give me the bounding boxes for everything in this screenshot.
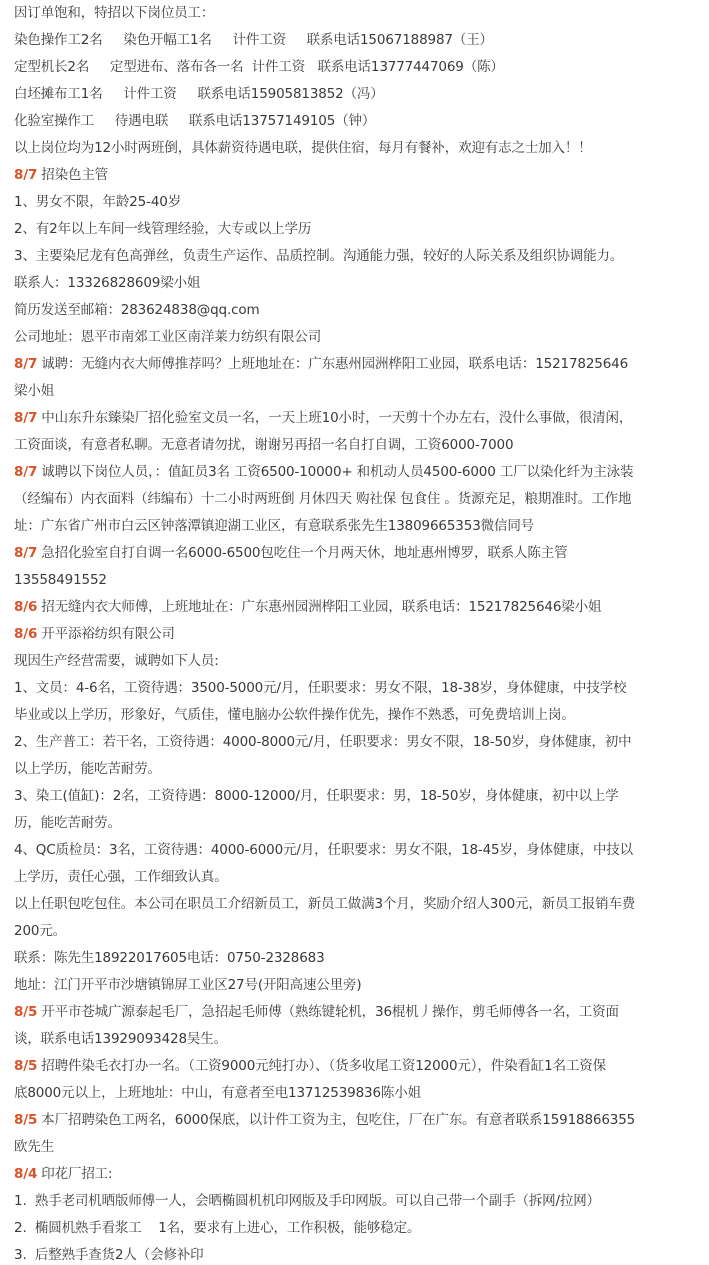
posting-text-line — [14, 432, 695, 459]
line-text: 招聘件染毛衣打办一名。（工资9000元纯打办）、（货多收尾工资12000元），件染看缸1名工资保 — [41, 1058, 606, 1074]
dated-posting-line — [14, 351, 695, 378]
line-text: 联系人：13326828609梁小姐 — [14, 275, 201, 291]
posting-text-line — [14, 1026, 695, 1053]
posting-text-line — [14, 972, 695, 999]
line-text: 毕业或以上学历，形象好，气质佳，懂电脑办公软件操作优先，操作不熟悉，可免费培训上岗。 — [14, 707, 575, 723]
line-text: 中山东升东臻染厂招化验室文员一名，一天上班10小时，一天剪十个办左右，没什么事做，很清闲， — [41, 410, 633, 426]
line-text: 简历发送至邮箱：283624838@qq.com — [14, 302, 260, 318]
line-text: 急招化验室自打自调一名6000-6500包吃住一个月两天休，地址惠州博罗，联系人陈主管 — [41, 545, 568, 561]
posting-text-line — [14, 891, 695, 918]
line-text: 白坯摊布工1名 计件工资 联系电话15905813852（冯） — [14, 86, 384, 102]
line-text: 谈，联系电话13929093428吴生。 — [14, 1031, 227, 1047]
line-text: 以上任职包吃包住。本公司在职员工介绍新员工，新员工做满3个月，奖励介绍人300元，新员工报销车费 — [14, 896, 636, 912]
line-text: 2、生产普工：若干名，工资待遇：4000-8000元/月，任职要求：男女不限，18-50岁，身体健康，初中 — [14, 734, 632, 750]
posting-date: 8/4 — [14, 1166, 38, 1182]
dated-posting-line — [14, 540, 695, 567]
line-text: 本厂招聘染色工两名，6000保底，以计件工资为主，包吃住，厂在广东。有意者联系15918866355 — [41, 1112, 636, 1128]
line-text: 化验室操作工 待遇电联 联系电话13757149105（钟） — [14, 113, 376, 129]
posting-text-line — [14, 135, 695, 162]
line-text: 梁小姐 — [14, 383, 55, 399]
line-text: 开平添裕纺织有限公司 — [41, 626, 175, 642]
line-text: 1. 熟手老司机晒版师傅一人，会晒椭圆机机印网版及手印网版。可以自己带一个副手（拆网/拉网） — [14, 1193, 600, 1209]
line-text: 3、主要染尼龙有色高弹丝，负责生产运作、品质控制。沟通能力强，较好的人际关系及组织协调能力。 — [14, 248, 624, 264]
posting-date: 8/6 — [14, 599, 38, 615]
dated-posting-line — [14, 459, 695, 486]
line-text: 联系：陈先生18922017605电话：0750-2328683 — [14, 950, 325, 966]
line-text: 开平市苍城广源泰起毛厂，急招起毛师傅（熟练键轮机，36棍机丿操作，剪毛师傅各一名，工资面 — [41, 1004, 619, 1020]
line-text: 以上学历，能吃苦耐劳。 — [14, 761, 161, 777]
posting-text-line — [14, 189, 695, 216]
line-text: 底8000元以上，上班地址：中山，有意者至电13712539836陈小姐 — [14, 1085, 421, 1101]
dated-posting-line — [14, 621, 695, 648]
dated-posting-line — [14, 1107, 695, 1134]
posting-date: 8/5 — [14, 1004, 38, 1020]
line-text: 欧先生 — [14, 1139, 55, 1155]
posting-text-line — [14, 810, 695, 837]
line-text: 2、有2年以上车间一线管理经验，大专或以上学历 — [14, 221, 312, 237]
line-text: 3、染工(值缸)：2名，工资待遇：8000-12000/月，任职要求：男，18-50岁，身体健康，初中以上学 — [14, 788, 619, 804]
posting-date: 8/7 — [14, 545, 38, 561]
line-text: 上学历，责任心强，工作细致认真。 — [14, 869, 228, 885]
posting-lines — [14, 0, 695, 1265]
line-text: 历，能吃苦耐劳。 — [14, 815, 121, 831]
line-text: 公司地址：恩平市南郊工业区南洋莱力纺织有限公司 — [14, 329, 322, 345]
line-text: 招无缝内衣大师傅，上班地址在：广东惠州园洲桦阳工业园，联系电话：15217825646梁小姐 — [41, 599, 602, 615]
posting-date: 8/7 — [14, 356, 38, 372]
posting-text-line — [14, 297, 695, 324]
posting-text-line — [14, 756, 695, 783]
line-text: 1、文员：4-6名，工资待遇：3500-5000元/月，任职要求：男女不限，18-38岁，身体健康，中技学校 — [14, 680, 627, 696]
line-text: 以上岗位均为12小时两班倒，具体薪资待遇电联，提供住宿，每月有餐补，欢迎有志之士加入！！ — [14, 140, 592, 156]
posting-date: 8/5 — [14, 1058, 38, 1074]
line-text: 因订单饱和，特招以下岗位员工： — [14, 5, 215, 21]
line-text: 3. 后整熟手查货2人（会修补印 — [14, 1247, 204, 1263]
posting-date: 8/5 — [14, 1112, 38, 1128]
posting-text-line — [14, 648, 695, 675]
posting-text-line — [14, 513, 695, 540]
posting-text-line — [14, 1188, 695, 1215]
dated-posting-line — [14, 594, 695, 621]
posting-text-line — [14, 1134, 695, 1161]
dated-posting-line — [14, 999, 695, 1026]
line-text: 招染色主管 — [41, 167, 109, 183]
posting-date: 8/6 — [14, 626, 38, 642]
line-text: 印花厂招工: — [41, 1166, 113, 1182]
line-text: 现因生产经营需要，诚聘如下人员: — [14, 653, 219, 669]
posting-text-line — [14, 486, 695, 513]
line-text: 定型机长2名 定型进布、落布各一名 计件工资 联系电话13777447069（陈） — [14, 59, 504, 75]
posting-text-line — [14, 27, 695, 54]
posting-text-line — [14, 864, 695, 891]
line-text: 2. 椭圆机熟手看浆工 1名，要求有上进心，工作积极，能够稳定。 — [14, 1220, 421, 1236]
line-text: 诚聘以下岗位人员，：值缸员3名 工资6500-10000+ 和机动人员4500-6000 工厂以染化纤为主泳装 — [41, 464, 634, 480]
posting-text-line — [14, 567, 695, 594]
posting-text-line — [14, 54, 695, 81]
posting-text-line — [14, 81, 695, 108]
posting-text-line — [14, 729, 695, 756]
line-text: 工资面谈，有意者私聊。无意者请勿扰，谢谢另再招一名自打自调，工资6000-7000 — [14, 437, 514, 453]
line-text: 1、男女不限，年龄25-40岁 — [14, 194, 182, 210]
posting-text-line — [14, 837, 695, 864]
posting-date: 8/7 — [14, 464, 38, 480]
posting-text-line — [14, 1215, 695, 1242]
line-text: （经编布）内衣面料（纬编布）十二小时两班倒 月休四天 购社保 包食住 。货源充足，粮期准时。工作地 — [14, 491, 632, 507]
line-text: 址：广东省广州市白云区钟落潭镇迎湖工业区，有意联系张先生13809665353微信同号 — [14, 518, 535, 534]
line-text: 13558491552 — [14, 572, 107, 588]
posting-text-line — [14, 0, 695, 27]
posting-text-line — [14, 243, 695, 270]
posting-text-line — [14, 702, 695, 729]
line-text: 4、QC质检员：3名，工资待遇：4000-6000元/月，任职要求：男女不限，18-45岁，身体健康，中技以 — [14, 842, 633, 858]
posting-date: 8/7 — [14, 167, 38, 183]
dated-posting-line — [14, 405, 695, 432]
posting-text-line — [14, 108, 695, 135]
posting-date: 8/7 — [14, 410, 38, 426]
line-text: 诚聘：无缝内衣大师傅推荐吗？上班地址在：广东惠州园洲桦阳工业园，联系电话：15217825646 — [41, 356, 629, 372]
posting-text-line — [14, 1242, 695, 1265]
posting-text-line — [14, 270, 695, 297]
posting-text-line — [14, 216, 695, 243]
dated-posting-line — [14, 162, 695, 189]
posting-text-line — [14, 783, 695, 810]
line-text: 地址：江门开平市沙塘镇锦屏工业区27号(开阳高速公里旁) — [14, 977, 362, 993]
line-text: 200元。 — [14, 923, 67, 939]
posting-text-line — [14, 1080, 695, 1107]
dated-posting-line — [14, 1053, 695, 1080]
posting-text-line — [14, 945, 695, 972]
posting-text-line — [14, 378, 695, 405]
posting-text-line — [14, 918, 695, 945]
line-text: 染色操作工2名 染色开幅工1名 计件工资 联系电话15067188987（王） — [14, 32, 493, 48]
posting-text-line — [14, 324, 695, 351]
posting-text-line — [14, 675, 695, 702]
dated-posting-line — [14, 1161, 695, 1188]
